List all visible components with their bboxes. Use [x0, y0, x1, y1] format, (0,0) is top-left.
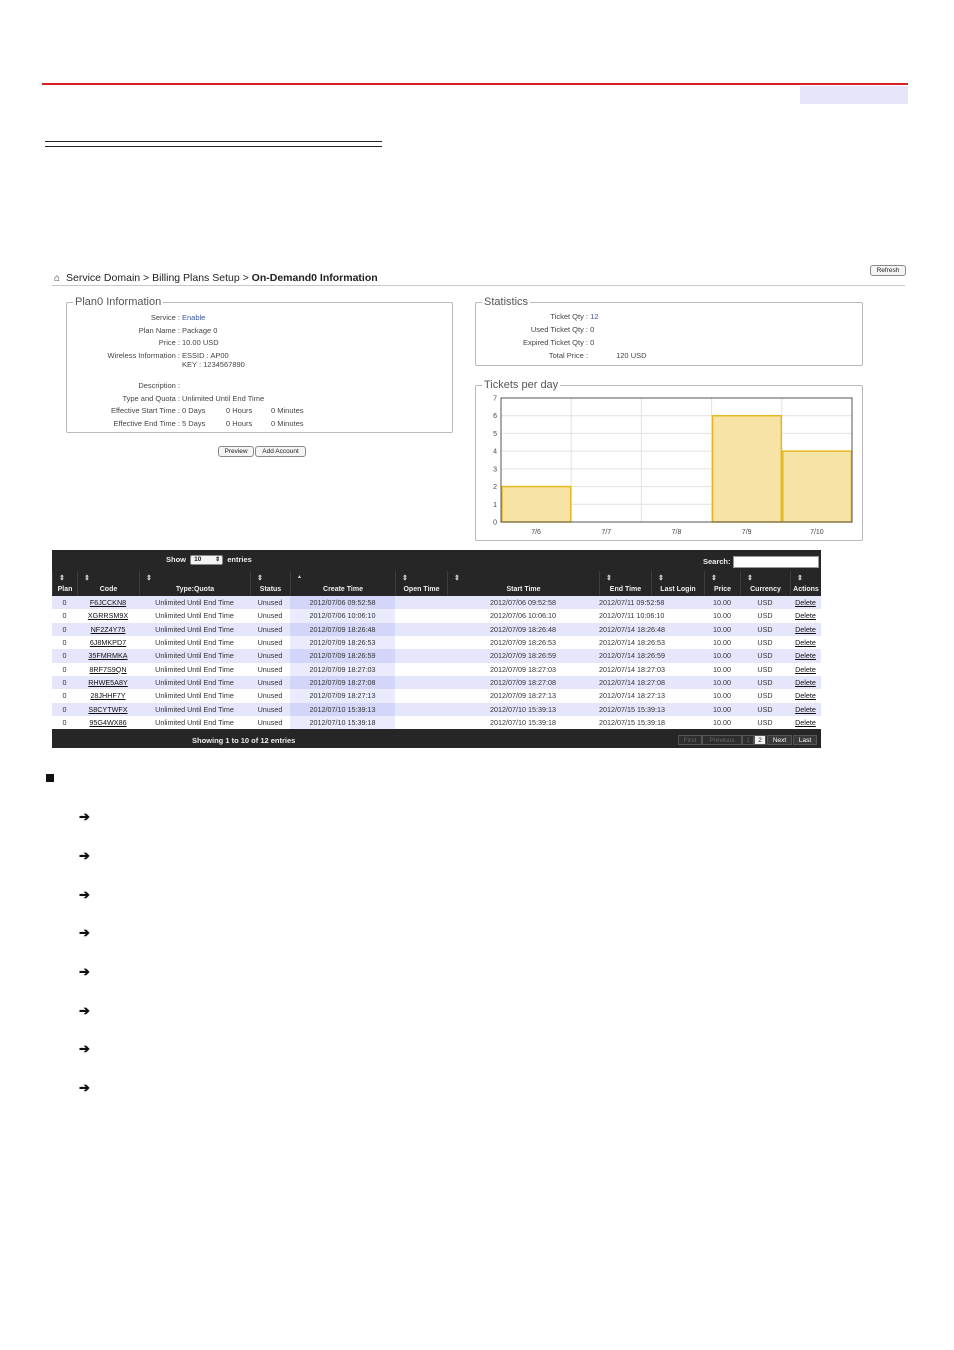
plan-field-row — [66, 313, 205, 322]
table-cell: 10.00 — [713, 704, 731, 714]
delete-link[interactable]: Delete — [795, 664, 816, 674]
stat-ticket-qty-value: 12 — [590, 312, 599, 321]
table-cell: 2012/07/14 18:27:03 — [599, 664, 665, 674]
plan-info-legend: Plan0 Information — [75, 296, 162, 308]
table-cell: 2012/07/06 10:06:10 — [490, 611, 556, 621]
table-cell: USD — [757, 718, 773, 728]
table-cell: 2012/07/14 18:26:59 — [599, 651, 665, 661]
plan-field-hours: 0 Hours — [226, 419, 253, 428]
table-cell: 2012/07/09 18:26:59 — [490, 651, 556, 661]
column-header-type-quota[interactable] — [139, 571, 250, 595]
table-cell: Unused — [257, 678, 283, 688]
ticket-code-link[interactable]: RHWE5A8Y — [88, 678, 128, 688]
table-cell: USD — [757, 651, 773, 661]
breadcrumb-current: On-Demand0 Information — [251, 272, 378, 284]
column-label: Price — [713, 586, 732, 593]
column-header-status[interactable] — [250, 571, 290, 595]
table-cell: Unlimited Until End Time — [155, 718, 234, 728]
table-cell: 2012/07/09 18:26:53 — [309, 638, 376, 648]
plan-field-value: Enable — [182, 313, 206, 322]
add-account-button[interactable]: Add Account — [255, 446, 306, 457]
column-header-price[interactable] — [704, 571, 740, 595]
stat-used-label: Used Ticket Qty : — [530, 325, 588, 334]
table-cell: Unused — [257, 664, 283, 674]
table-cell: 0 — [62, 598, 67, 607]
breadcrumb — [52, 272, 378, 284]
table-header — [52, 571, 821, 595]
plan-field-label: Plan Name : — [138, 326, 180, 335]
column-label: Currency — [750, 586, 781, 593]
plan-field-label: Effective End Time : — [113, 419, 180, 428]
table-cell: Unlimited Until End Time — [155, 651, 234, 661]
table-cell: 10.00 — [713, 598, 731, 607]
table-cell: 0 — [62, 718, 67, 728]
header-tag-box — [800, 86, 908, 104]
table-cell: 2012/07/15 15:39:18 — [599, 718, 665, 728]
y-tick-label: 0 — [493, 519, 497, 527]
table-cell: 2012/07/10 15:39:18 — [490, 718, 556, 728]
column-label: Start Time — [506, 586, 541, 593]
table-cell: 2012/07/09 18:27:03 — [490, 664, 556, 674]
breadcrumb-sep: > — [143, 272, 150, 284]
table-cell: 0 — [62, 611, 67, 621]
column-label: Status — [259, 586, 282, 593]
sort-icon: ⇕ — [59, 575, 65, 582]
table-cell: Unused — [257, 651, 283, 661]
tickets-table — [52, 550, 821, 748]
arrow-bullet-icon: ➔ — [79, 1003, 90, 1018]
bar-7-10 — [783, 451, 852, 522]
plan-field-label: Wireless Information : — [107, 351, 180, 360]
table-cell: 10.00 — [713, 718, 731, 728]
sort-icon: ⇕ — [257, 575, 263, 582]
table-cell: 0 — [62, 624, 67, 634]
plan-field-value: Unlimited Until End Time — [182, 394, 265, 403]
y-tick-label: 1 — [493, 501, 497, 509]
entries-select[interactable] — [190, 555, 223, 565]
column-header-code[interactable] — [77, 571, 139, 595]
ticket-code-link[interactable]: XGRRSM9X — [87, 611, 129, 621]
column-header-actions[interactable] — [790, 571, 821, 595]
plan-field-label: Price : — [158, 338, 180, 347]
sort-icon: ⇕ — [454, 575, 460, 582]
plan-field-label: Description : — [138, 381, 180, 390]
table-cell: Unused — [257, 624, 283, 634]
x-tick-label: 7/8 — [671, 529, 682, 536]
table-cell: 0 — [62, 678, 67, 688]
table-cell: Unused — [257, 691, 283, 701]
table-cell: 2012/07/14 18:26:48 — [599, 624, 665, 634]
breadcrumb-billing-plans[interactable]: Billing Plans Setup — [152, 272, 240, 284]
column-header-open-time[interactable] — [395, 571, 447, 595]
table-footer — [52, 732, 821, 748]
delete-link[interactable]: Delete — [795, 691, 816, 701]
table-row — [52, 596, 821, 609]
table-row — [52, 623, 821, 636]
y-tick-label: 2 — [493, 484, 497, 492]
plan-field-value: ESSID : AP00 — [182, 351, 229, 360]
x-tick-label: 7/10 — [810, 529, 824, 536]
ticket-code-link[interactable]: 95G4WX86 — [89, 718, 127, 728]
stat-total-value: 120 USD — [616, 351, 647, 360]
search-control — [703, 556, 819, 568]
stat-expired — [476, 338, 594, 347]
table-cell: 0 — [62, 691, 67, 701]
sort-icon: ⇕ — [711, 575, 717, 582]
x-tick-label: 7/9 — [741, 529, 752, 536]
breadcrumb-divider — [52, 285, 905, 286]
stat-ticket-qty — [476, 312, 598, 321]
search-label: Search: — [703, 556, 731, 566]
table-cell: USD — [757, 664, 773, 674]
column-label: Last Login — [660, 586, 696, 593]
y-tick-label: 3 — [493, 466, 497, 474]
table-cell: Unused — [257, 611, 283, 621]
table-cell: 2012/07/15 15:39:13 — [599, 704, 665, 714]
delete-link[interactable]: Delete — [795, 638, 816, 648]
preview-button[interactable]: Preview — [218, 446, 254, 457]
column-header-currency[interactable] — [740, 571, 790, 595]
ticket-code-link[interactable]: 28JHHF7Y — [90, 691, 126, 701]
stat-used-value: 0 — [590, 325, 595, 334]
table-cell: 2012/07/10 15:39:13 — [309, 704, 376, 714]
table-cell: 10.00 — [713, 691, 731, 701]
sort-icon: ⇕ — [146, 575, 152, 582]
delete-link[interactable]: Delete — [795, 624, 816, 634]
arrow-bullet-icon: ➔ — [79, 887, 90, 902]
table-row — [52, 663, 821, 676]
plan-field-value: Package 0 — [182, 326, 218, 335]
table-cell: 2012/07/11 09:52:58 — [599, 598, 665, 607]
column-label: Type:Quota — [175, 586, 215, 593]
table-cell: Unlimited Until End Time — [155, 598, 234, 607]
arrow-bullet-icon: ➔ — [79, 848, 90, 863]
table-cell: Unused — [257, 718, 283, 728]
plan-field-minutes: 0 Minutes — [271, 419, 304, 428]
pager-first[interactable]: First — [678, 735, 702, 745]
column-label: Create Time — [323, 586, 363, 593]
table-cell: USD — [757, 638, 773, 648]
table-row — [52, 609, 821, 622]
sort-icon: ⇕ — [606, 575, 612, 582]
table-cell: 2012/07/06 09:52:58 — [309, 598, 376, 607]
column-label: Code — [99, 586, 118, 593]
entries-control — [166, 555, 252, 565]
table-cell: Unlimited Until End Time — [155, 624, 234, 634]
stat-expired-value: 0 — [590, 338, 595, 347]
delete-link[interactable]: Delete — [795, 651, 816, 661]
plan-field-row — [66, 381, 182, 390]
plan-field-value: 5 Days — [182, 419, 206, 428]
column-header-last-login[interactable] — [651, 571, 704, 595]
table-cell: 2012/07/09 18:27:08 — [309, 678, 376, 688]
section-double-rule — [45, 141, 382, 147]
arrow-bullet-icon: ➔ — [79, 1041, 90, 1056]
arrow-bullet-icon: ➔ — [79, 809, 90, 824]
bar-7-6 — [502, 487, 571, 522]
plan-field-row — [66, 326, 217, 335]
table-cell: 2012/07/09 18:27:03 — [309, 664, 376, 674]
table-row — [52, 636, 821, 649]
arrow-bullet-icon: ➔ — [79, 1080, 90, 1095]
table-cell: 2012/07/10 15:39:18 — [309, 718, 376, 728]
table-cell: USD — [757, 691, 773, 701]
plan-field-row — [66, 351, 229, 360]
ticket-code-link[interactable]: S8CYTWFX — [88, 704, 128, 714]
table-cell: Unlimited Until End Time — [155, 611, 234, 621]
sort-asc-icon: ▲ — [297, 574, 302, 580]
table-cell: 10.00 — [713, 611, 731, 621]
bar-7-9 — [713, 416, 782, 522]
table-cell: 10.00 — [713, 678, 731, 688]
table-cell: USD — [757, 598, 773, 607]
ticket-code-link[interactable]: F6JCCKN8 — [89, 598, 127, 607]
pager-last[interactable]: Last — [793, 735, 817, 745]
column-header-create-time[interactable] — [290, 571, 395, 595]
table-cell: 2012/07/14 18:26:53 — [599, 638, 665, 648]
table-cell: 2012/07/06 09:52:58 — [490, 598, 556, 607]
table-cell: 2012/07/06 10:06:10 — [309, 611, 376, 621]
y-tick-label: 6 — [493, 413, 497, 421]
plan-field-minutes: 0 Minutes — [271, 406, 304, 415]
sort-icon: ⇕ — [747, 575, 753, 582]
plan-field-row — [66, 406, 304, 415]
table-cell: Unused — [257, 704, 283, 714]
plan-field-hours: 0 Hours — [226, 406, 253, 415]
tickets-per-day-chart — [476, 390, 860, 538]
y-tick-label: 5 — [493, 430, 497, 438]
x-tick-label: 7/7 — [601, 529, 612, 536]
search-input[interactable] — [733, 556, 819, 568]
stat-used — [476, 325, 594, 334]
table-cell: 2012/07/09 18:27:08 — [490, 678, 556, 688]
column-label: Plan — [57, 586, 73, 593]
table-row — [52, 649, 821, 662]
table-cell: 2012/07/14 18:27:08 — [599, 678, 665, 688]
table-toolbar — [52, 550, 821, 570]
column-label: Open Time — [403, 586, 440, 593]
column-header-plan[interactable] — [52, 571, 77, 595]
header-red-rule — [42, 83, 908, 85]
plan-field-label: Effective Start Time : — [110, 406, 180, 415]
plan-field-row — [66, 360, 245, 369]
table-cell: 10.00 — [713, 638, 731, 648]
table-cell: Unused — [257, 638, 283, 648]
pager-2[interactable]: 2 — [754, 735, 766, 745]
pager-previous[interactable]: Previous — [702, 735, 742, 745]
home-icon[interactable]: ⌂ — [53, 273, 61, 284]
entries-label: entries — [227, 555, 252, 564]
select-updown-icon: ⇕ — [215, 557, 221, 564]
statistics-legend: Statistics — [484, 296, 529, 308]
plan-field-row — [66, 394, 264, 403]
table-cell: 2012/07/14 18:27:13 — [599, 691, 665, 701]
ticket-code-link[interactable]: 35FMRMKA — [88, 651, 128, 661]
table-cell: 0 — [62, 664, 67, 674]
pager-next[interactable]: Next — [767, 735, 792, 745]
sort-icon: ⇕ — [658, 575, 664, 582]
arrow-bullet-icon: ➔ — [79, 964, 90, 979]
table-cell: 0 — [62, 651, 67, 661]
arrow-bullet-icon: ➔ — [79, 925, 90, 940]
column-label: End Time — [609, 586, 642, 593]
entries-select-value: 10 — [194, 556, 202, 564]
ticket-code-link[interactable]: 6J8MKPD7 — [89, 638, 127, 648]
table-cell: 2012/07/09 18:27:13 — [309, 691, 376, 701]
plan-field-label: Type and Quota : — [122, 394, 180, 403]
stat-ticket-qty-label: Ticket Qty : — [550, 312, 588, 321]
table-cell: USD — [757, 678, 773, 688]
sort-icon: ⇕ — [797, 575, 803, 582]
breadcrumb-service-domain[interactable]: Service Domain — [66, 272, 141, 284]
table-cell: USD — [757, 611, 773, 621]
ticket-code-link[interactable]: 8RF7S9QN — [89, 664, 127, 674]
delete-link[interactable]: Delete — [795, 704, 816, 714]
y-tick-label: 7 — [493, 395, 497, 403]
table-cell: 10.00 — [713, 664, 731, 674]
column-header-end-time[interactable] — [599, 571, 651, 595]
table-cell: 0 — [62, 704, 67, 714]
plan-field-value: 0 Days — [182, 406, 206, 415]
plan-field-value: KEY : 1234567890 — [182, 360, 245, 369]
table-cell: 2012/07/09 18:26:59 — [309, 651, 376, 661]
table-info: Showing 1 to 10 of 12 entries — [192, 736, 296, 745]
delete-link[interactable]: Delete — [795, 598, 816, 607]
table-row — [52, 703, 821, 716]
delete-link[interactable]: Delete — [795, 611, 816, 621]
table-cell: Unlimited Until End Time — [155, 691, 234, 701]
table-cell: Unlimited Until End Time — [155, 704, 234, 714]
table-cell: 10.00 — [713, 651, 731, 661]
sort-icon: ⇕ — [402, 575, 408, 582]
plan-field-row — [66, 419, 304, 428]
pager-1[interactable]: 1 — [742, 735, 754, 745]
stat-expired-label: Expired Ticket Qty : — [522, 338, 588, 347]
table-row — [52, 716, 821, 729]
column-header-start-time[interactable] — [447, 571, 599, 595]
table-cell: USD — [757, 704, 773, 714]
table-cell: 2012/07/09 18:26:48 — [309, 624, 376, 634]
stat-total — [476, 351, 647, 360]
table-cell: 2012/07/09 18:27:13 — [490, 691, 556, 701]
stat-total-label: Total Price : — [548, 351, 588, 360]
y-tick-label: 4 — [493, 448, 497, 456]
show-label: Show — [166, 555, 186, 564]
ticket-code-link[interactable]: NF2Z4Y75 — [90, 624, 126, 634]
plan-field-label: Service : — [150, 313, 180, 322]
table-row — [52, 689, 821, 702]
breadcrumb-sep: > — [242, 272, 249, 284]
table-cell: Unlimited Until End Time — [155, 664, 234, 674]
delete-link[interactable]: Delete — [795, 718, 816, 728]
delete-link[interactable]: Delete — [795, 678, 816, 688]
plan-field-value: 10.00 USD — [182, 338, 219, 347]
plan-field-row — [66, 338, 219, 347]
table-cell: 2012/07/10 15:39:13 — [490, 704, 556, 714]
table-row — [52, 676, 821, 689]
refresh-button[interactable]: Refresh — [870, 265, 906, 276]
table-cell: 2012/07/11 10:06:10 — [599, 611, 665, 621]
table-cell: 10.00 — [713, 624, 731, 634]
square-bullet-icon — [46, 774, 54, 782]
table-cell: Unused — [257, 598, 283, 607]
table-cell: Unlimited Until End Time — [155, 638, 234, 648]
x-tick-label: 7/6 — [531, 529, 541, 536]
table-cell: Unlimited Until End Time — [155, 678, 234, 688]
table-cell: 2012/07/09 18:26:53 — [490, 638, 556, 648]
column-label: Actions — [793, 586, 819, 593]
table-cell: 2012/07/09 18:26:48 — [490, 624, 556, 634]
chart-title: Tickets per day — [484, 379, 559, 391]
sort-icon: ⇕ — [84, 575, 90, 582]
table-cell: USD — [757, 624, 773, 634]
table-cell: 0 — [62, 638, 67, 648]
